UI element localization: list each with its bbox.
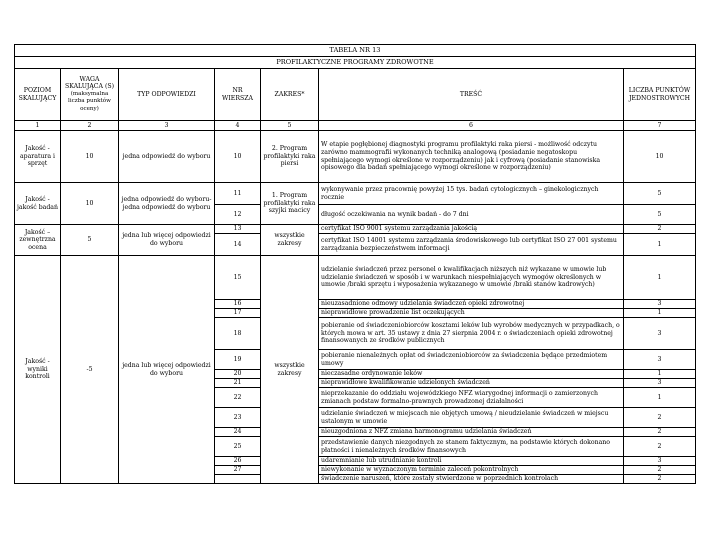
scoring-table	[14, 44, 696, 484]
poziom-cell: Jakość – zewnętrzna ocena	[15, 225, 61, 256]
col-number-4: 4	[215, 121, 261, 131]
header-waga-title: WAGA SKALUJĄCA (S)	[64, 75, 115, 91]
punkty-cell: 3	[624, 300, 696, 309]
tresc-cell: W etapie pogłębionej diagnostyki programu profilaktyki raka piersi - możliwość odczytu zarówno mammografii wykonanych techniką analogową (posiadanie negatoskopu spełniającego wymogi określone w rozporządzeniu) jak i cyfrową (posiadanie stanowiska opisowego dla badań spełniającego wymogi określone w rozporządzeniu)	[319, 131, 624, 183]
zakres-cell: wszystkie zakresy	[261, 225, 319, 256]
header-waga	[61, 69, 119, 121]
nr-cell: 16	[215, 300, 261, 309]
punkty-cell: 10	[624, 131, 696, 183]
table-row	[15, 225, 696, 234]
tresc-cell: udzielanie świadczeń przez personel o kwalifikacjach niższych niż wykazane w umowie lub udzielanie świadczeń w sposób i w warunkach niespełniających wymogów określonych w umowie /braki sprzętu i wyposażenia wykazanego w umowie /braki stanów kadrowych)	[319, 256, 624, 300]
col-number-5: 5	[261, 121, 319, 131]
nr-cell: 12	[215, 205, 261, 225]
nr-cell: 13	[215, 225, 261, 234]
punkty-cell: 2	[624, 428, 696, 437]
table-title: TABELA NR 13	[15, 45, 696, 57]
nr-cell: 17	[215, 309, 261, 318]
tresc-cell: nieuzgodniona z NFZ zmiana harmonogramu udzielania świadczeń	[319, 428, 624, 437]
header-waga-note: (maksymalna liczba punktów oceny)	[68, 90, 111, 112]
nr-cell: 15	[215, 256, 261, 300]
punkty-cell: 3	[624, 379, 696, 388]
tresc-cell: przedstawienie danych niezgodnych ze stanem faktycznym, na podstawie których dokonano płatności i nienależnych środków finansowych	[319, 437, 624, 457]
nr-cell: 11	[215, 183, 261, 205]
title-row	[15, 45, 696, 57]
nr-cell: 14	[215, 234, 261, 256]
tresc-cell: nieuzasadnione odmowy udzielania świadczeń opieki zdrowotnej	[319, 300, 624, 309]
typ-cell: jedna lub więcej odpowiedzi do wyboru	[119, 256, 215, 484]
nr-cell: 27	[215, 466, 261, 475]
waga-cell: -5	[61, 256, 119, 484]
tresc-cell: udaremnianie lub utrudnianie kontroli	[319, 457, 624, 466]
zakres-cell: 2. Program profilaktyki raka piersi	[261, 131, 319, 183]
column-number-row	[15, 121, 696, 131]
punkty-cell: 2	[624, 408, 696, 428]
tresc-cell: certyfikat ISO 14001 systemu zarządzania środowiskowego lub certyfikat ISO 27 001 systemu zarządzania bezpieczeństwem informacji	[319, 234, 624, 256]
poziom-cell: Jakość - jakość badań	[15, 183, 61, 225]
nr-cell: 18	[215, 318, 261, 350]
punkty-cell: 2	[624, 475, 696, 484]
table-row	[15, 131, 696, 183]
col-number-1: 1	[15, 121, 61, 131]
punkty-cell: 2	[624, 466, 696, 475]
table-subtitle: PROFILAKTYCZNE PROGRAMY ZDROWOTNE	[15, 57, 696, 69]
tresc-cell: długość oczekiwania na wynik badań - do 7 dni	[319, 205, 624, 225]
tresc-cell: nieprzekazanie do oddziału wojewódzkiego NFZ wiarygodnej informacji o zamierzonych zmianach podstaw formalno-prawnych prowadzonej działalności	[319, 388, 624, 408]
waga-cell: 5	[61, 225, 119, 256]
col-number-2: 2	[61, 121, 119, 131]
tresc-cell: świadczenie naruszeń, które zostały stwierdzone w poprzednich kontrolach	[319, 475, 624, 484]
tresc-cell: nieprawidłowe prowadzenie list oczekujących	[319, 309, 624, 318]
zakres-cell: wszystkie zakresy	[261, 256, 319, 484]
punkty-cell: 1	[624, 234, 696, 256]
zakres-cell: 1. Program profilaktyki raka szyjki macicy	[261, 183, 319, 225]
punkty-cell: 1	[624, 370, 696, 379]
punkty-cell: 3	[624, 457, 696, 466]
punkty-cell: 5	[624, 205, 696, 225]
tresc-cell: pobieranie nienależnych opłat od świadczeniobiorców za świadczenia będące przedmiotem umowy	[319, 350, 624, 370]
punkty-cell: 1	[624, 309, 696, 318]
nr-cell: 20	[215, 370, 261, 379]
punkty-cell: 3	[624, 350, 696, 370]
nr-cell: 10	[215, 131, 261, 183]
nr-cell: 26	[215, 457, 261, 466]
punkty-cell: 2	[624, 225, 696, 234]
tresc-cell: wykonywanie przez pracownię powyżej 15 tys. badań cytologicznych – ginekologicznych rocznie	[319, 183, 624, 205]
header-row	[15, 69, 696, 121]
tresc-cell: nieczasadne ordynowanie leków	[319, 370, 624, 379]
col-number-6: 6	[319, 121, 624, 131]
poziom-cell: Jakość - aparatura i sprzęt	[15, 131, 61, 183]
col-number-3: 3	[119, 121, 215, 131]
header-tresc: TREŚĆ	[319, 69, 624, 121]
punkty-cell: 1	[624, 388, 696, 408]
nr-cell: 21	[215, 379, 261, 388]
typ-cell: jedna odpowiedź do wyboru	[119, 131, 215, 183]
nr-cell	[215, 475, 261, 484]
tresc-cell: udzielanie świadczeń w miejscach nie objętych umową / nieudzielanie świadczeń w miejscu ustalonym w umowie	[319, 408, 624, 428]
waga-cell: 10	[61, 183, 119, 225]
nr-cell: 19	[215, 350, 261, 370]
punkty-cell: 1	[624, 256, 696, 300]
punkty-cell: 3	[624, 318, 696, 350]
tresc-cell: certyfikat ISO 9001 systemu zarządzania jakością	[319, 225, 624, 234]
typ-cell: jedna lub więcej odpowiedzi do wyboru	[119, 225, 215, 256]
nr-cell: 24	[215, 428, 261, 437]
tresc-cell: nieprawidłowe kwalifikowanie udzielonych świadczeń	[319, 379, 624, 388]
col-number-7: 7	[624, 121, 696, 131]
table-row	[15, 183, 696, 205]
waga-cell: 10	[61, 131, 119, 183]
typ-cell: jedna odpowiedź do wyboru- jedna odpowiedź do wyboru	[119, 183, 215, 225]
header-poziom: POZIOM SKALUJĄCY	[15, 69, 61, 121]
punkty-cell: 2	[624, 437, 696, 457]
header-zakres: ZAKRES*	[261, 69, 319, 121]
nr-cell: 22	[215, 388, 261, 408]
header-typ: TYP ODPOWIEDZI	[119, 69, 215, 121]
nr-cell: 23	[215, 408, 261, 428]
header-nr: NR WIERSZA	[215, 69, 261, 121]
nr-cell: 25	[215, 437, 261, 457]
tresc-cell: niewykonanie w wyznaczonym terminie zaleceń pokontrolnych	[319, 466, 624, 475]
table-row	[15, 256, 696, 300]
header-punkty: LICZBA PUNKTÓW JEDNOSTROWYCH	[624, 69, 696, 121]
subtitle-row	[15, 57, 696, 69]
poziom-cell: Jakość - wyniki kontroli	[15, 256, 61, 484]
punkty-cell: 5	[624, 183, 696, 205]
document-table	[14, 44, 695, 540]
tresc-cell: pobieranie od świadczeniobiorców kosztami leków lub wyrobów medycznych w przypadkach, o których mowa w art. 35 ustawy z dnia 27 sierpnia 2004 r. o świadczeniach opieki zdrowotnej finansowanych ze środków publicznych	[319, 318, 624, 350]
